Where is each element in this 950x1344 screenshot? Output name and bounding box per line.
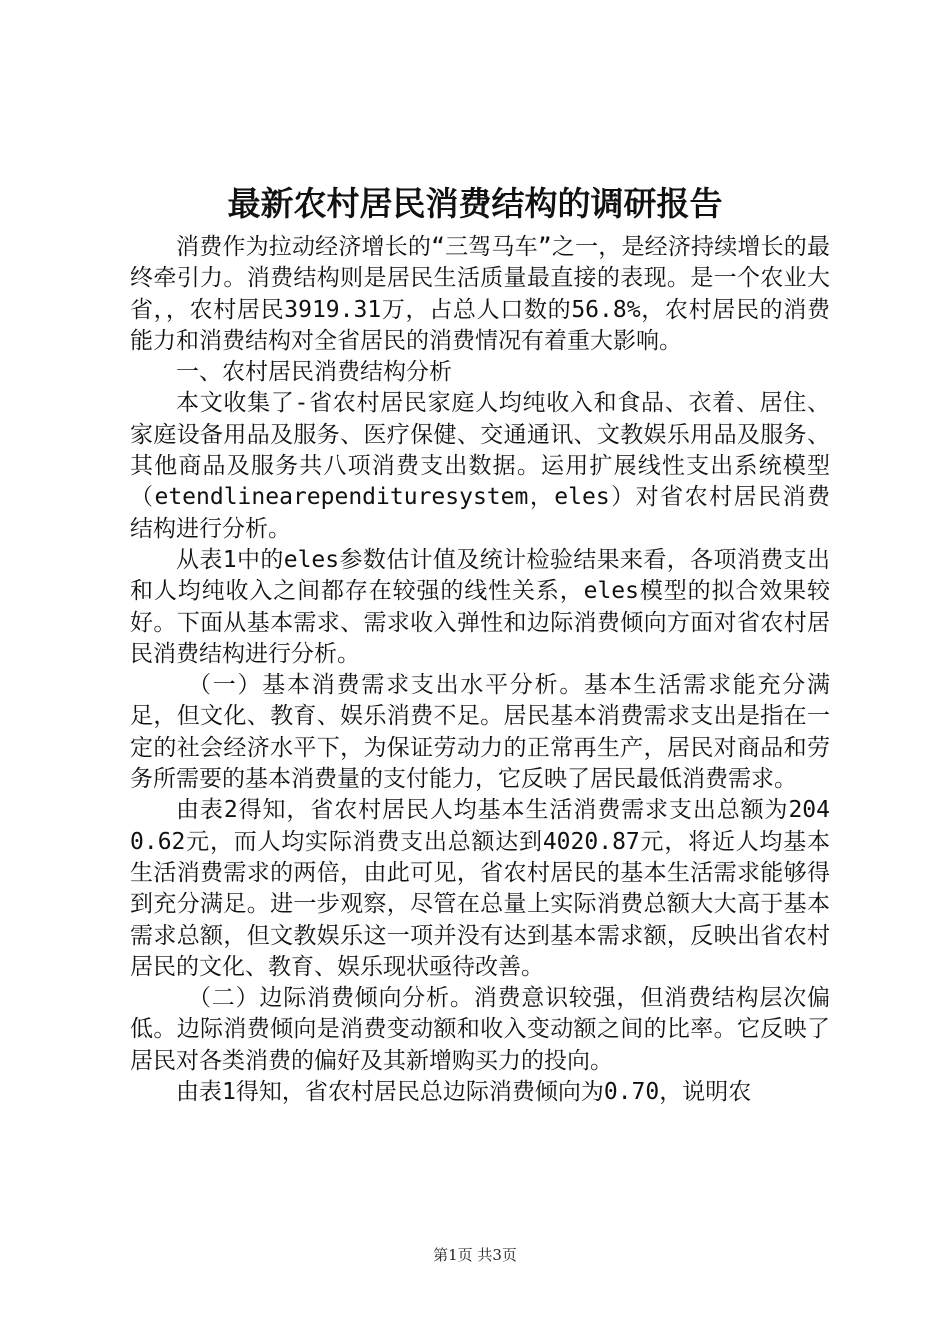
paragraph-data-collection: 本文收集了-省农村居民家庭人均纯收入和食品、衣着、居住、家庭设备用品及服务、医疗保健、交通通讯、文教娱乐用品及服务、其他商品及服务共八项消费支出数据。运用扩展线性支出系统模型（etendlinearependituresystem，eles）对省农村居民消费结构进行分析。: [130, 390, 830, 542]
paragraph-eles-results: 从表1中的eles参数估计值及统计检验结果来看，各项消费支出和人均纯收入之间都存在较强的线性关系，eles模型的拟合效果较好。下面从基本需求、需求收入弹性和边际消费倾向方面对省农村居民消费结构进行分析。: [130, 546, 830, 667]
paragraph-table2: 由表2得知，省农村居民人均基本生活消费需求支出总额为2040.62元，而人均实际消费支出总额达到4020.87元，将近人均基本生活消费需求的两倍，由此可见，省农村居民的基本生活需求能够得到充分满足。进一步观察，尽管在总量上实际消费总额大大高于基本需求总额，但文教娱乐这一项并没有达到基本需求额，反映出省农村居民的文化、教育、娱乐现状亟待改善。: [130, 797, 830, 980]
paragraph-marginal-propensity: （二）边际消费倾向分析。消费意识较强，但消费结构层次偏低。边际消费倾向是消费变动额和收入变动额之间的比率。它反映了居民对各类消费的偏好及其新增购买力的投向。: [130, 985, 830, 1074]
document-body: [130, 232, 830, 1108]
document-title: 最新农村居民消费结构的调研报告: [227, 184, 723, 223]
page-footer: 第1页 共3页: [433, 1246, 517, 1264]
section-heading-1: 一、农村居民消费结构分析: [176, 359, 452, 386]
paragraph-basic-demand: （一）基本消费需求支出水平分析。基本生活需求能充分满足，但文化、教育、娱乐消费不足。居民基本消费需求支出是指在一定的社会经济水平下，为保证劳动力的正常再生产，居民对商品和劳务所需要的基本消费量的支付能力，它反映了居民最低消费需求。: [130, 672, 830, 793]
paragraph-intro: 消费作为拉动经济增长的“三驾马车”之一，是经济持续增长的最终牵引力。消费结构则是居民生活质量最直接的表现。是一个农业大省，，农村居民3919.31万，占总人口数的56.8%，农村居民的消费能力和消费结构对全省居民的消费情况有着重大影响。: [130, 234, 830, 354]
paragraph-table1: 由表1得知，省农村居民总边际消费倾向为0.70，说明农: [176, 1079, 752, 1106]
